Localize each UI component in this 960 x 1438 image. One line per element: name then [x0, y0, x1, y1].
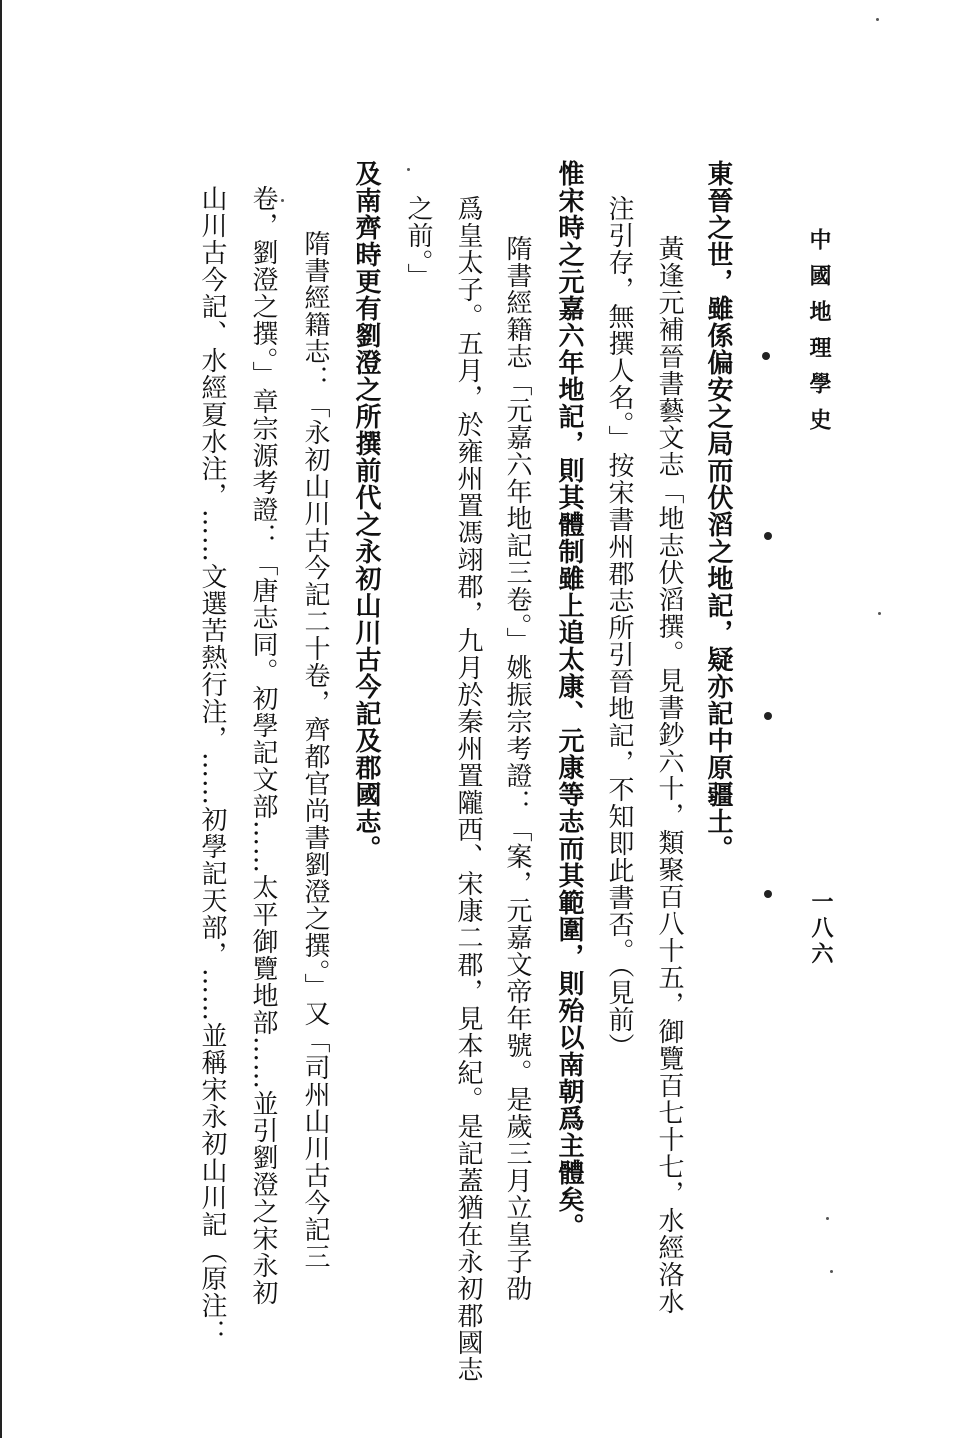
scan-speck: [281, 199, 284, 202]
text-column-8: 及南齊時更有劉澄之所撰前代之永初山川古今記及郡國志。: [351, 160, 381, 862]
page-edge: [0, 0, 2, 1438]
text-column-11: 山川古今記、水經夏水注，……文選苦熱行注，……初學記天部，……並稱宋永初山川記（原注：: [197, 185, 227, 1346]
margin-mark: [764, 890, 772, 898]
text-column-3: 注引存，無撰人名。」按宋書州郡志所引晉地記，不知即此書否。（見前）: [604, 195, 634, 1060]
text-column-6: 爲皇太子。五月，於雍州置馮翊郡，九月於秦州置隴西、宋康二郡，見本紀。是記蓋猶在永初郡國志: [453, 195, 483, 1383]
scan-speck: [407, 168, 410, 171]
margin-mark: [762, 352, 770, 360]
text-column-4: 惟宋時之元嘉六年地記，則其體制雖上追太康、元康等志而其範圍，則殆以南朝爲主體矣。: [554, 160, 584, 1240]
margin-mark: [764, 712, 772, 720]
page-number: 一八六: [808, 890, 834, 968]
margin-mark: [764, 532, 772, 540]
text-column-5: 隋書經籍志「元嘉六年地記三卷。」姚振宗考證：「案，元嘉文帝年號。是歲三月立皇子劭: [502, 235, 532, 1302]
scan-speck: [876, 18, 879, 21]
scan-speck: [878, 612, 881, 615]
running-header-title: 中國地理學史: [806, 228, 832, 444]
text-column-7: 之前。」: [403, 195, 433, 290]
scan-speck: [830, 1270, 833, 1273]
text-column-2: 黃逢元補晉書藝文志「地志伏滔撰。見書鈔六十，類聚百八十五，御覽百七十七，水經洛水: [654, 235, 684, 1315]
text-column-10: 卷，劉澄之撰。」章宗源考證：「唐志同。初學記文部……太平御覽地部……並引劉澄之宋永初: [248, 185, 278, 1306]
text-column-9: 隋書經籍志：「永初山川古今記二十卷，齊都官尚書劉澄之撰。」又「司州山川古今記三: [300, 230, 330, 1270]
scan-speck: [826, 1217, 829, 1220]
text-column-1: 東晉之世，雖係偏安之局而伏滔之地記，疑亦記中原疆土。: [703, 160, 733, 862]
